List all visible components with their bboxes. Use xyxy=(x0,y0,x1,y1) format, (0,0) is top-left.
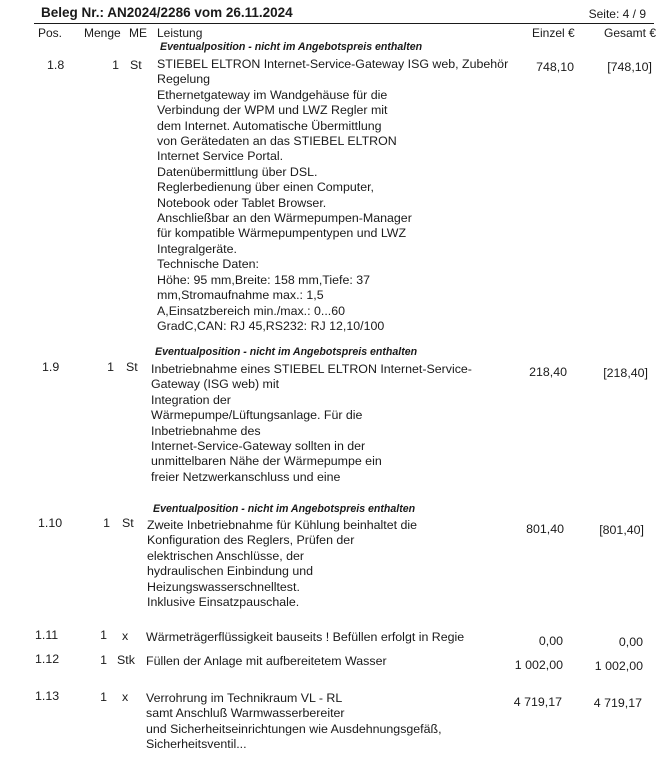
item-unit-price: 4 719,17 xyxy=(513,695,562,709)
item-pos: 1.11 xyxy=(35,628,59,642)
item-description: Inbetriebnahme eines STIEBEL ELTRON Internet-Service- Gateway (ISG web) mit Integration der Wärmepumpe/Lüftungsanlage. Für die Inbetriebnahme des Internet-Service-Gateway sollten in der unmittelbaren Nähe der Wärmepumpe ein freier Netzwerkanschluss und eine xyxy=(151,362,472,484)
item-quantity: 1 xyxy=(100,690,107,704)
page-indicator: Seite: 4 / 9 xyxy=(588,7,646,21)
item-total-price: 1 002,00 xyxy=(594,659,643,673)
item-pos: 1.10 xyxy=(38,516,63,530)
item-unit-price: 748,10 xyxy=(536,60,574,74)
header-rule xyxy=(34,23,654,24)
item-unit-price: 801,40 xyxy=(526,522,564,536)
item-quantity: 1 xyxy=(100,653,107,667)
item-description: Verrohrung im Technikraum VL - RL samt Anschluß Warmwasserbereiter und Sicherheitseinrichtungen wie Ausdehnungsgefäß, Sicherheitsventil... xyxy=(146,691,442,752)
item-unit: St xyxy=(130,58,142,72)
col-header-me: ME xyxy=(129,26,147,40)
item-quantity: 1 xyxy=(100,628,107,642)
item-unit-price: 218,40 xyxy=(529,365,567,379)
item-unit: St xyxy=(126,360,138,374)
item-quantity: 1 xyxy=(107,360,114,374)
item-description: Zweite Inbetriebnahme für Kühlung beinhaltet die Konfiguration des Reglers, Prüfen der elektrischen Anschlüsse, der hydraulischen Einbindung und Heizungswasserschnelltest. Inklusive Einsatzpauschale. xyxy=(147,518,418,610)
item-unit-price: 0,00 xyxy=(538,634,563,648)
document-title: Beleg Nr.: AN2024/2286 vom 26.11.2024 xyxy=(41,5,293,20)
item-unit: Stk xyxy=(117,653,135,667)
item-note: Eventualposition - nicht im Angebotspreis enthalten xyxy=(160,41,423,53)
item-total-price: 0,00 xyxy=(618,635,643,649)
item-total-price: [801,40] xyxy=(599,523,644,537)
item-pos: 1.9 xyxy=(42,360,60,374)
col-header-pos: Pos. xyxy=(38,26,63,40)
col-header-menge: Menge xyxy=(84,26,121,40)
item-description: Füllen der Anlage mit aufbereitetem Wasser xyxy=(146,654,387,668)
col-header-einzel: Einzel € xyxy=(532,26,575,40)
item-pos: 1.13 xyxy=(35,689,60,703)
item-unit-price: 1 002,00 xyxy=(514,658,563,672)
item-unit: St xyxy=(122,516,134,530)
item-quantity: 1 xyxy=(112,58,119,72)
item-pos: 1.8 xyxy=(47,58,65,72)
item-total-price: 4 719,17 xyxy=(593,696,642,710)
item-pos: 1.12 xyxy=(35,652,60,666)
item-note: Eventualposition - nicht im Angebotspreis enthalten xyxy=(155,346,418,358)
item-description: STIEBEL ELTRON Internet-Service-Gateway ISG web, Zubehör Regelung Ethernetgateway im Wandgehäuse für die Verbindung der WPM und LWZ Regler mit dem Internet. Automatische Übermittlung von Gerätedaten an das STIEBEL ELTRON Internet Service Portal. Datenübermittlung über DSL. Reglerbedienung über einen Computer, Notebook oder Tablet Browser. Anschließbar an den Wärmepumpen-Manager für kompatible Wärmepumpentypen und LWZ Integralgeräte. Technische Daten: Höhe: 95 mm,Breite: 158 mm,Tiefe: 37 mm,Stromaufnahme max.: 1,5 A,Einsatzbereich min./max.: 0...60 GradC,CAN: RJ 45,RS232: RJ 12,10/100 xyxy=(157,57,509,333)
item-description: Wärmeträgerflüssigkeit bauseits ! Befüllen erfolgt in Regie xyxy=(146,630,465,644)
item-total-price: [748,10] xyxy=(607,60,652,74)
item-quantity: 1 xyxy=(103,516,110,530)
item-unit: x xyxy=(122,690,129,704)
col-header-leistung: Leistung xyxy=(157,26,203,40)
col-header-gesamt: Gesamt € xyxy=(604,26,657,40)
item-total-price: [218,40] xyxy=(603,366,648,380)
item-unit: x xyxy=(122,629,129,643)
item-note: Eventualposition - nicht im Angebotspreis enthalten xyxy=(153,503,416,515)
